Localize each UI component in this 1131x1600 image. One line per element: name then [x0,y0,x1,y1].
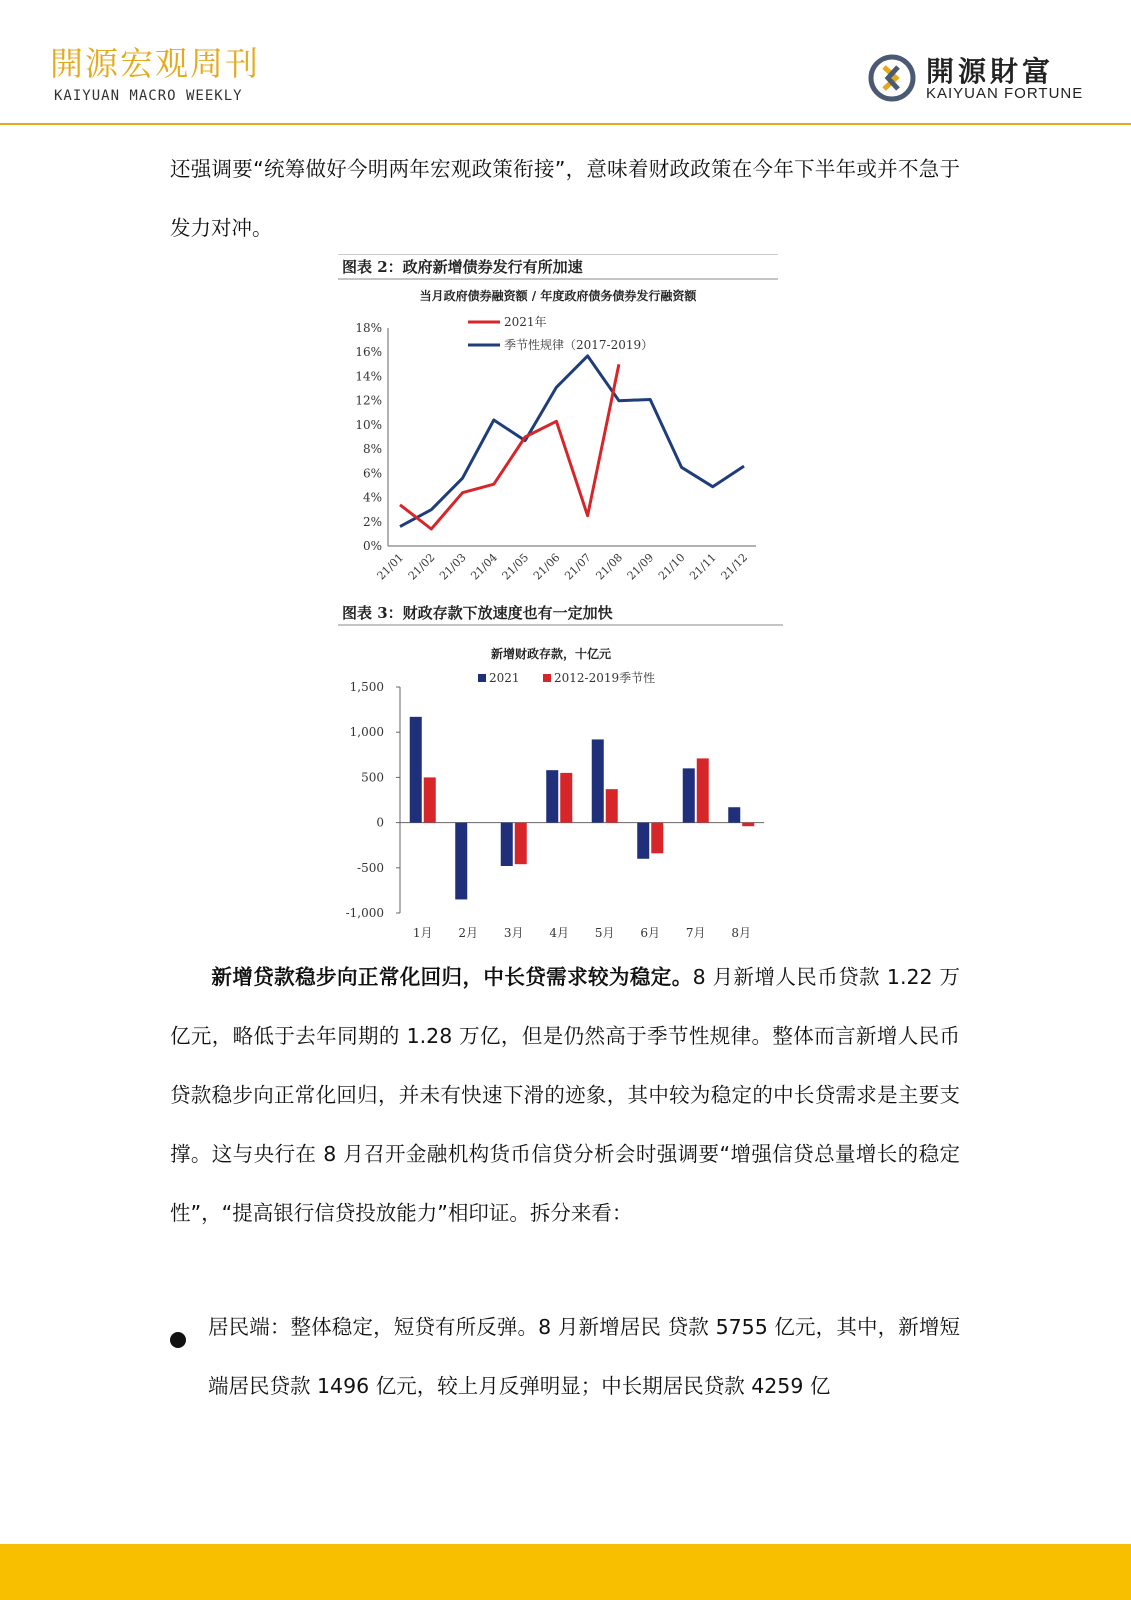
logo-mark-icon [866,52,918,104]
figure-label: 图表 3：财政存款下放速度也有一定加快 [342,604,613,622]
bar [697,758,709,822]
bar [455,823,467,900]
y-tick-label: 0 [376,815,384,830]
bar-chart [338,600,783,950]
legend-label: 2021 [489,671,520,685]
figure-3 [338,600,783,950]
line-chart [338,254,778,600]
bar [592,739,604,822]
y-tick-label: -500 [357,860,384,875]
bar [560,773,572,823]
legend-label: 2021年 [504,315,547,329]
x-tick-label: 8月 [731,926,752,940]
bar [606,789,618,822]
legend-label: 2012-2019季节性 [554,671,656,685]
x-tick-label: 21/04 [468,550,500,583]
bar [515,823,527,865]
x-tick-label: 6月 [640,926,661,940]
x-tick-label: 21/06 [530,550,563,583]
x-tick-label: 5月 [594,926,615,940]
logo-chinese: 開源財富 [926,55,1055,88]
x-tick-label: 21/10 [655,550,688,583]
x-tick-label: 4月 [549,926,570,940]
x-tick-label: 21/02 [405,550,438,583]
bar [683,768,695,822]
legend-swatch [543,674,551,682]
y-tick-label: 14% [355,369,382,384]
legend-label: 季节性规律（2017-2019） [504,338,654,352]
footer-bar [0,1544,1131,1600]
figure-label: 图表 2：政府新增债券发行有所加速 [342,258,583,276]
bar [410,717,422,823]
logo-english: KAIYUAN FORTUNE [926,85,1084,102]
y-tick-label: 4% [362,490,382,505]
paragraph-body: 8 月新增人民币贷款 1.22 万亿元，略低于去年同期的 1.28 万亿，但是仍然高于季节性规律。整体而言新增人民币贷款稳步向正常化回归，并未有快速下滑的迹象，其中较为稳定的中长贷需求是主要支撑。这与央行在 8 月召开金融机构货币信贷分析会时强调要“增强信贷总量增长的稳定性”，“提高银行信贷投放能力”相印证。拆分来看： [170,965,960,1225]
bullet-residents: 居民端：整体稳定，短贷有所反弹。8 月新增居民 贷款 5755 亿元，其中，新增短端居民贷款 1496 亿元，较上月反弹明显；中长期居民贷款 4259 亿 [208,1315,960,1398]
x-tick-label: 21/09 [624,550,657,583]
chart-title: 当月政府债券融资额 / 年度政府债务债券发行融资额 [419,289,697,303]
header-subtitle: KAIYUAN MACRO WEEKLY [54,88,243,104]
x-tick-label: 21/03 [437,550,469,583]
y-tick-label: 10% [355,417,382,432]
x-tick-label: 21/11 [687,550,719,583]
y-tick-label: 1,000 [349,725,384,740]
x-tick-label: 21/12 [718,550,751,583]
paragraph-loans [170,948,960,1243]
y-tick-label: 18% [355,321,382,335]
y-tick-label: -1,000 [345,906,384,920]
header-divider [0,123,1131,125]
y-tick-label: 6% [362,466,382,481]
company-logo [866,50,1086,110]
chart-title: 新增财政存款，十亿元 [490,647,612,661]
x-tick-label: 21/07 [562,550,594,583]
x-tick-label: 21/01 [374,550,407,583]
y-tick-label: 500 [361,770,384,785]
y-tick-label: 1,500 [349,680,384,694]
bar [742,823,754,827]
y-tick-label: 16% [355,345,382,360]
x-tick-label: 21/08 [593,550,626,583]
paragraph-fiscal: 还强调要“统筹做好今明两年宏观政策衔接”，意味着财政政策在今年下半年或并不急于发力对冲。 [170,157,960,240]
bar [637,823,649,859]
bar [424,777,436,822]
x-tick-label: 3月 [503,926,524,940]
legend-swatch [478,674,486,682]
y-tick-label: 8% [362,442,382,457]
bar [546,770,558,822]
series-line [400,356,744,527]
y-tick-label: 12% [355,393,382,408]
bullet-dot-icon [170,1332,186,1348]
paragraph-lead: 新增贷款稳步向正常化回归，中长贷需求较为稳定。 [211,965,693,989]
series-line [400,364,619,529]
x-tick-label: 7月 [685,926,706,940]
x-tick-label: 2月 [458,926,479,940]
y-tick-label: 0% [362,539,382,553]
figure-2 [338,254,778,600]
y-tick-label: 2% [362,514,382,529]
x-tick-label: 21/05 [499,550,532,583]
bar [728,807,740,822]
header-title: 開源宏观周刊 [50,44,260,83]
bar [501,823,513,866]
x-tick-label: 1月 [412,926,433,940]
bar [651,823,663,854]
